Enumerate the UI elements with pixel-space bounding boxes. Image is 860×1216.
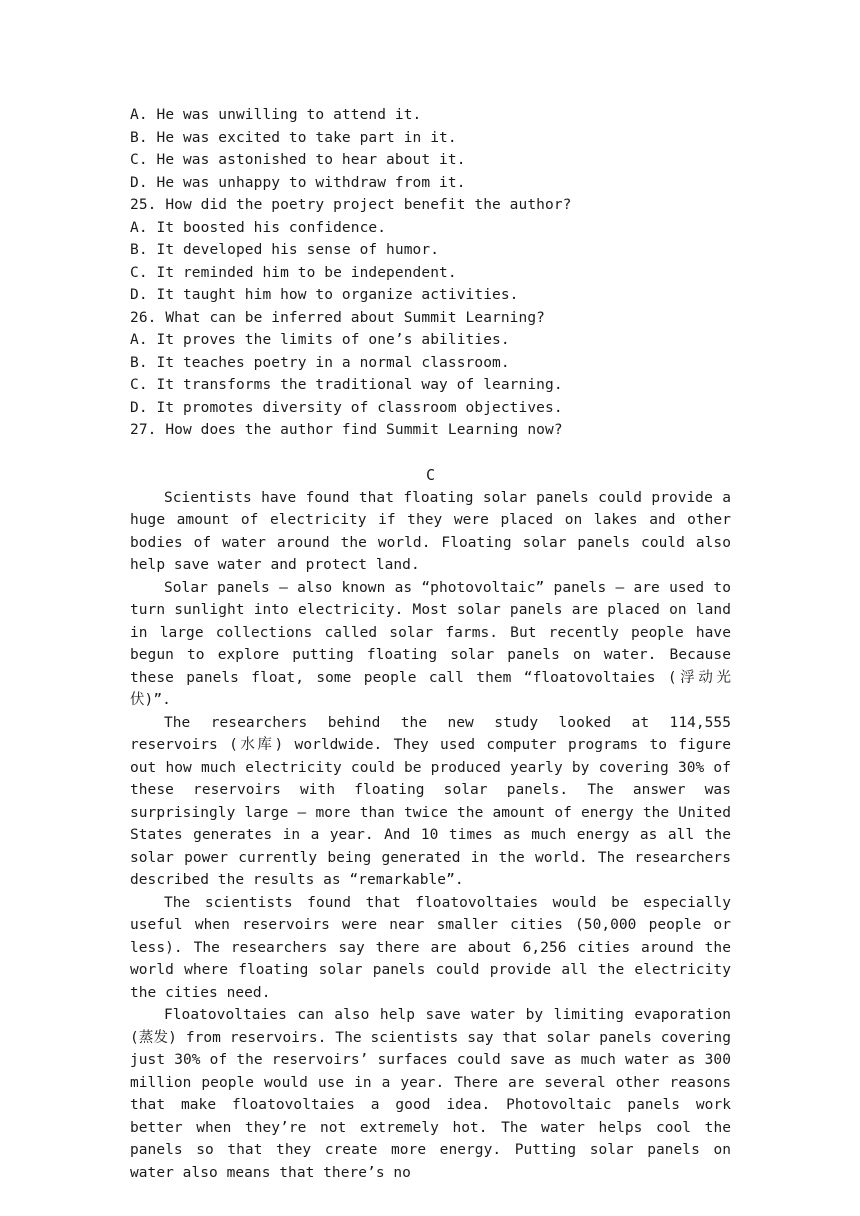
option-line: A. It proves the limits of one’s abilities.: [130, 332, 510, 348]
option-line: B. It teaches poetry in a normal classroom.: [130, 354, 510, 371]
option-line: A. It boosted his confidence.: [130, 219, 387, 236]
option-line: B. It developed his sense of humor.: [130, 242, 440, 258]
option-line: B. He was excited to take part in it.: [130, 129, 457, 146]
option-line: D. It promotes diversity of classroom objectives.: [130, 399, 563, 416]
document-page: [130, 104, 731, 1184]
question-line: 25. How did the poetry project benefit the author?: [130, 197, 572, 213]
option-line: C. He was astonished to hear about it.: [130, 152, 466, 168]
section-heading: C: [425, 466, 436, 484]
question-line: 27. How does the author find Summit Learning now?: [130, 422, 563, 438]
spacer: [130, 442, 731, 465]
paragraph: Floatovoltaies can also help save water by limiting evaporation (蒸发) from reservoirs. The scientists say that solar panels covering just 30% of the reservoirs’ surfaces could save as much water as 300 million people would use in a year. There are several other reasons that make floatovoltaies a good idea. Photovoltaic panels work better when they’re not extremely hot. The water helps cool the panels so that they create more energy. Putting solar panels on water also means that there’s no: [130, 1007, 731, 1181]
paragraph: Solar panels — also known as “photovoltaic” panels — are used to turn sunlight into electricity. Most solar panels are placed on land in large collections called solar farms. But recently people have begun to explore putting floating solar panels on water. Because these panels float, some people call them “floatovoltaies (浮动光伏)”.: [130, 579, 731, 708]
option-line: A. He was unwilling to attend it.: [130, 107, 422, 123]
paragraph: The scientists found that floatovoltaies would be especially useful when reservoirs were near smaller cities (50,000 people or less). The researchers say there are about 6,256 cities around the world where floating solar panels could provide all the electricity the cities need.: [130, 894, 731, 1001]
paragraph: Scientists have found that floating solar panels could provide a huge amount of electricity if they were placed on lakes and other bodies of water around the world. Floating solar panels could also help save water and protect land.: [130, 489, 731, 573]
question-line: 26. What can be inferred about Summit Learning?: [130, 309, 545, 326]
paragraph: The researchers behind the new study looked at 114,555 reservoirs (水库) worldwide. They used computer programs to figure out how much electricity could be produced yearly by covering 30% of these reservoirs with floating solar panels. The answer was surprisingly large — more than twice the amount of energy the United States generates in a year. And 10 times as much energy as all the solar power currently being generated in the world. The researchers described the results as “remarkable”.: [130, 714, 731, 888]
option-line: D. It taught him how to organize activities.: [130, 287, 519, 303]
option-line: C. It transforms the traditional way of learning.: [130, 377, 563, 393]
option-line: C. It reminded him to be independent.: [130, 264, 457, 281]
option-line: D. He was unhappy to withdraw from it.: [130, 174, 466, 191]
